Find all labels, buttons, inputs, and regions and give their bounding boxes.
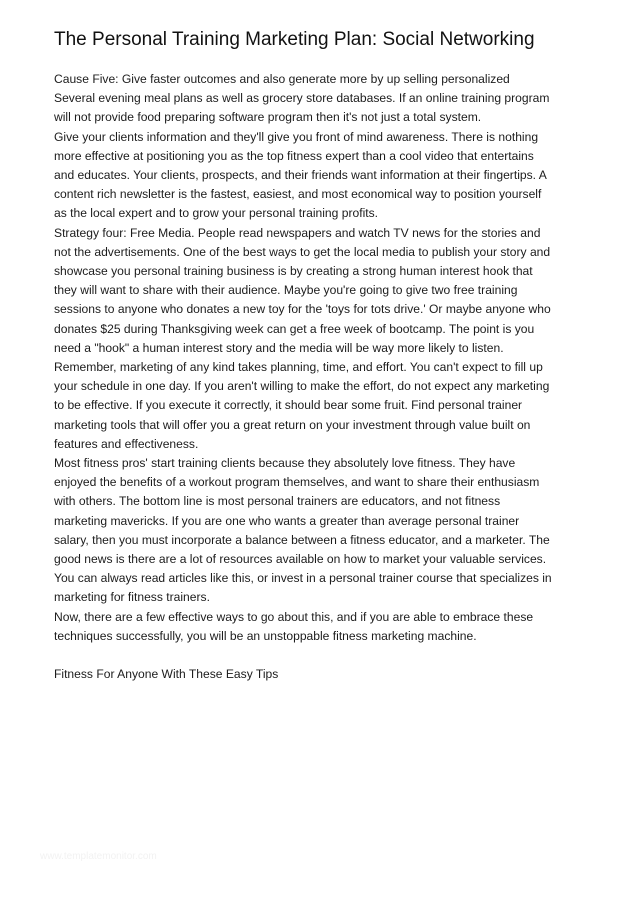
body-line: Now, there are a few effective ways to go about this, and if you are able to embrace these — [54, 609, 534, 624]
body-line: You can always read articles like this, or invest in a personal trainer course that specializes in — [54, 571, 552, 586]
body-line: and educates. Your clients, prospects, and their friends want information at their fingertips. A — [54, 168, 547, 183]
body-line: marketing mavericks. If you are one who wants a greater than average personal trainer — [54, 513, 520, 528]
body-line: enjoyed the benefits of a workout program themselves, and want to share their enthusiasm — [54, 475, 540, 490]
paragraph-gap — [54, 646, 594, 665]
body-line: Remember, marketing of any kind takes planning, time, and effort. You can't expect to fill up — [54, 360, 543, 375]
watermark: www.templatemonitor.com — [40, 851, 157, 862]
page-title: The Personal Training Marketing Plan: Social Networking — [54, 29, 535, 50]
body-line: techniques successfully, you will be an unstoppable fitness marketing machine. — [54, 628, 477, 643]
body-line: salary, then you must incorporate a balance between a fitness educator, and a marketer. The — [54, 532, 550, 547]
body-line: features and effectiveness. — [54, 436, 199, 451]
body-line: your schedule in one day. If you aren't willing to make the effort, do not expect any marketing — [54, 379, 550, 394]
body-line: marketing for fitness trainers. — [54, 590, 210, 605]
document-body — [54, 70, 594, 684]
body-line: Most fitness pros' start training clients because they absolutely love fitness. They have — [54, 456, 516, 471]
body-line: Several evening meal plans as well as grocery store databases. If an online training program — [54, 91, 550, 106]
body-line: as the local expert and to grow your personal training profits. — [54, 206, 379, 221]
body-line: donates $25 during Thanksgiving week can get a free week of bootcamp. The point is you — [54, 321, 535, 336]
body-line: with others. The bottom line is most personal trainers are educators, and not fitness — [54, 494, 501, 509]
closing-line: Fitness For Anyone With These Easy Tips — [54, 667, 279, 682]
body-line: showcase you personal training business is by creating a strong human interest hook that — [54, 264, 533, 279]
body-line: Give your clients information and they'll give you front of mind awareness. There is nothing — [54, 129, 539, 144]
body-line: Strategy four: Free Media. People read newspapers and watch TV news for the stories and — [54, 225, 541, 240]
body-line: good news is there are a lot of resources available on how to market your valuable services. — [54, 552, 547, 567]
body-line: Cause Five: Give faster outcomes and also generate more by up selling personalized — [54, 72, 510, 86]
body-line: will not provide food preparing software program then it's not just a total system. — [54, 110, 482, 125]
body-line: they will want to share with their audience. Maybe you're going to give two free training — [54, 283, 518, 298]
body-line: content rich newsletter is the fastest, easiest, and most economical way to position yourself — [54, 187, 542, 202]
body-line: not the advertisements. One of the best ways to get the local media to publish your story and — [54, 244, 551, 259]
body-line: more effective at positioning you as the top fitness expert than a cool video that entertains — [54, 148, 534, 163]
body-line: marketing tools that will offer you a great return on your investment through value built on — [54, 417, 531, 432]
body-line: need a "hook" a human interest story and the media will be way more likely to listen. — [54, 340, 504, 355]
body-line: to be effective. If you execute it correctly, it should bear some fruit. Find personal trainer — [54, 398, 523, 413]
body-line: sessions to anyone who donates a new toy for the 'toys for tots drive.' Or maybe anyone who — [54, 302, 551, 317]
